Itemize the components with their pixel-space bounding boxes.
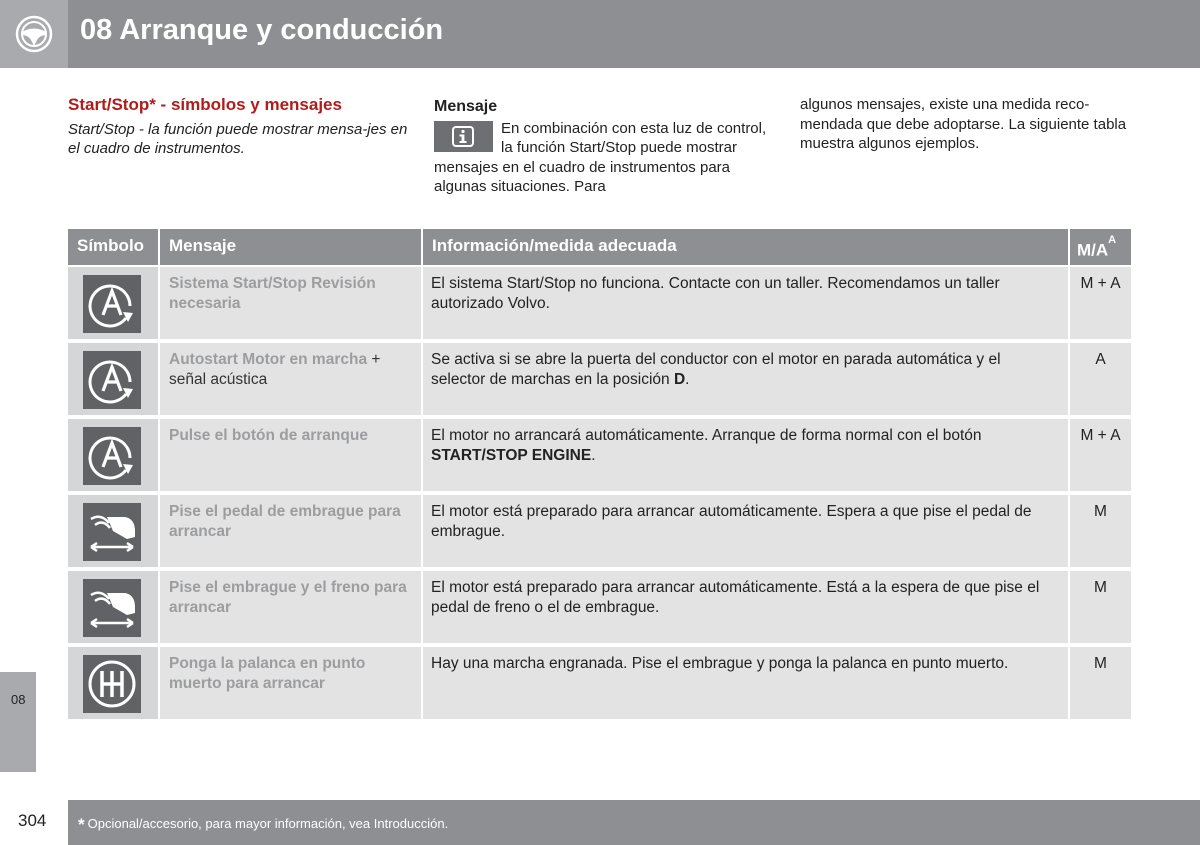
chapter-icon-box <box>0 0 68 68</box>
table-row <box>68 419 1131 493</box>
info-cell <box>423 495 1068 567</box>
symbol-cell <box>68 495 158 567</box>
header-ma-label: M/A <box>1077 240 1109 260</box>
intro-column-1 <box>68 95 408 159</box>
chapter-header <box>0 0 1200 68</box>
table-row <box>68 267 1131 341</box>
footer-bar <box>68 800 1200 845</box>
info-cell <box>423 571 1068 643</box>
auto-start-icon <box>83 275 141 333</box>
messages-table <box>68 229 1131 721</box>
section-subtitle: Start/Stop - la función puede mostrar mensa-jes en el cuadro de instrumentos. <box>68 120 408 157</box>
info-cell <box>423 419 1068 491</box>
message-heading: Mensaje <box>434 98 498 115</box>
clutch-pedal-icon <box>83 579 141 637</box>
ma-cell: M <box>1070 571 1131 643</box>
info-cell <box>423 343 1068 415</box>
symbol-cell <box>68 267 158 339</box>
symbol-cell <box>68 647 158 719</box>
symbol-cell <box>68 419 158 491</box>
clutch-pedal-icon <box>83 503 141 561</box>
message-continuation: algunos mensajes, existe una medida reco-mendada que debe adoptarse. La siguiente tabla muestra algunos ejemplos. <box>800 96 1127 152</box>
info-icon <box>434 121 493 152</box>
ma-cell: M + A <box>1070 267 1131 339</box>
info-text: El motor está preparado para arrancar automáticamente. Está a la espera de que pise el pedal de freno o el de embrague. <box>431 579 1040 616</box>
header-ma <box>1070 229 1131 265</box>
info-end: . <box>685 371 690 388</box>
message-cell <box>160 495 421 567</box>
table-row <box>68 647 1131 721</box>
footnote-text: Opcional/accesorio, para mayor información, vea Introducción. <box>87 816 449 831</box>
info-text: El sistema Start/Stop no funciona. Contacte con un taller. Recomendamos un taller autorizado Volvo. <box>431 275 1000 312</box>
info-text: Se activa si se abre la puerta del conductor con el motor en parada automática y el selector de marchas en la posición <box>431 351 1001 388</box>
header-ma-footnote: A <box>1108 234 1117 246</box>
message-title: Ponga la palanca en punto muerto para arrancar <box>169 655 366 692</box>
message-cell <box>160 571 421 643</box>
message-description: En combinación con esta luz de control, la función Start/Stop puede mostrar mensajes en el cuadro de instrumentos para algunas situaciones. Para <box>434 119 767 195</box>
header-symbol: Símbolo <box>77 236 145 255</box>
message-cell <box>160 647 421 719</box>
info-text: El motor está preparado para arrancar automáticamente. Espera a que pise el pedal de embrague. <box>431 503 1032 540</box>
message-title: Sistema Start/Stop Revisión necesaria <box>169 275 376 312</box>
steering-wheel-icon <box>15 15 53 53</box>
message-title: Pise el embrague y el freno para arrancar <box>169 579 407 616</box>
info-cell <box>423 647 1068 719</box>
side-tab-label: 08 <box>11 692 26 707</box>
chapter-side-tab <box>0 672 36 772</box>
ma-cell: M <box>1070 495 1131 567</box>
info-bold: D <box>673 371 686 388</box>
ma-cell: A <box>1070 343 1131 415</box>
message-title: Pise el pedal de embrague para arrancar <box>169 503 401 540</box>
message-title: Autostart Motor en marcha <box>169 351 368 368</box>
message-cell <box>160 419 421 491</box>
message-cell <box>160 267 421 339</box>
symbol-cell <box>68 571 158 643</box>
table-row <box>68 571 1131 645</box>
table-row <box>68 495 1131 569</box>
info-text: Hay una marcha engranada. Pise el embrague y ponga la palanca en punto muerto. <box>431 655 1009 672</box>
footnote <box>78 813 448 833</box>
header-message: Mensaje <box>169 236 237 255</box>
info-bold: START/STOP ENGINE <box>431 447 592 464</box>
intro-column-2 <box>434 97 769 197</box>
message-cell <box>160 343 421 415</box>
section-title: Start/Stop* - símbolos y mensajes <box>68 95 342 114</box>
ma-cell: M <box>1070 647 1131 719</box>
info-cell <box>423 267 1068 339</box>
chapter-title: 08 Arranque y conducción <box>80 14 444 46</box>
table-row <box>68 343 1131 417</box>
table-header <box>68 229 1131 265</box>
ma-cell: M + A <box>1070 419 1131 491</box>
neutral-gear-icon <box>83 655 141 713</box>
info-end: . <box>591 447 596 464</box>
intro-column-3 <box>800 95 1130 154</box>
info-text: El motor no arrancará automáticamente. Arranque de forma normal con el botón <box>431 427 982 444</box>
message-title: Pulse el botón de arranque <box>169 427 368 444</box>
auto-start-icon <box>83 427 141 485</box>
auto-start-icon <box>83 351 141 409</box>
symbol-cell <box>68 343 158 415</box>
footnote-star: * <box>78 815 85 834</box>
header-info: Información/medida adecuada <box>432 236 677 255</box>
page-number: 304 <box>18 811 47 830</box>
message-extra: + señal acústica <box>169 351 381 388</box>
